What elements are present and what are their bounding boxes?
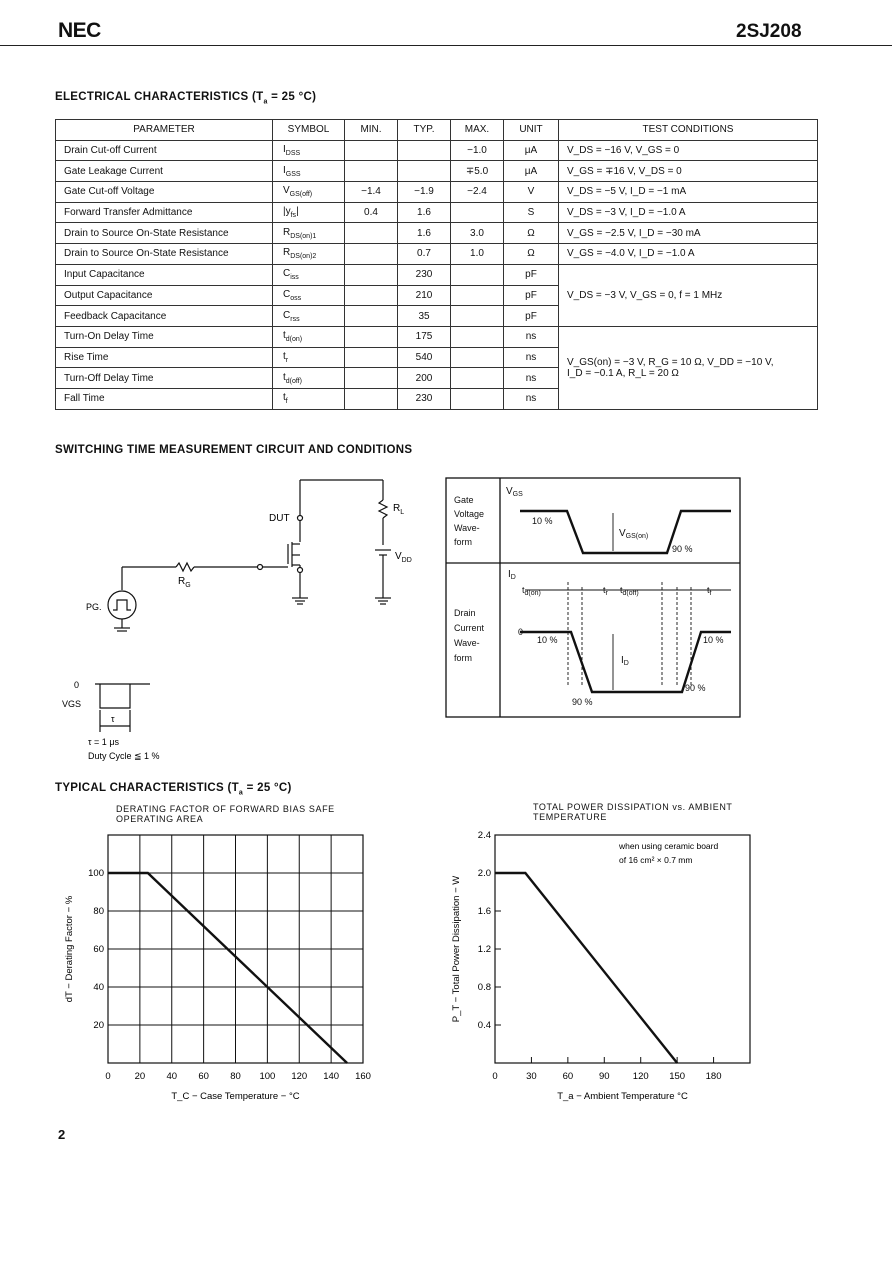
symbol-cell: $|y_{fs}|$	[273, 202, 345, 223]
conditions-line: I_D = −0.1 A, R_L = 20 Ω	[567, 367, 679, 379]
max-cell	[451, 306, 504, 327]
tau-label: τ	[111, 714, 115, 724]
typ-cell: 210	[398, 285, 451, 306]
drain-10pct-right: 10 %	[703, 635, 724, 645]
drain-90pct-right: 90 %	[685, 683, 706, 693]
derating-factor-chart	[55, 826, 385, 1111]
max-cell: −1.0	[451, 140, 504, 161]
nec-logo: NEC	[58, 19, 101, 42]
min-cell	[345, 140, 398, 161]
gate-label-line: form	[454, 537, 472, 547]
drain-zero-label: 0	[518, 627, 524, 637]
unit-cell: μA	[504, 140, 559, 161]
y-tick-label: 80	[93, 906, 104, 917]
typ-cell: 1.6	[398, 202, 451, 223]
symbol-cell: $I_{DSS}$	[273, 140, 345, 161]
typ-cell	[398, 140, 451, 161]
y-tick-label: 2.0	[477, 868, 491, 879]
param-cell: Turn-Off Delay Time	[56, 368, 273, 389]
id-wave-label: $I_D$	[508, 569, 516, 581]
x-axis-label: T_a − Ambient Temperature °C	[557, 1091, 688, 1102]
drain-label-line: form	[454, 653, 472, 663]
unit-cell: S	[504, 202, 559, 223]
typ-cell: 540	[398, 347, 451, 368]
duty-cycle-note: Duty Cycle ≦ 1 %	[88, 751, 160, 761]
symbol-cell: $C_{rss}$	[273, 306, 345, 327]
tr-label: $t_r$	[603, 585, 608, 597]
min-cell: −1.4	[345, 182, 398, 203]
conditions-cell: V_GS = −2.5 V, I_D = −30 mA	[559, 223, 818, 244]
typ-cell: 175	[398, 326, 451, 347]
max-cell	[451, 264, 504, 285]
tf-label: $t_f$	[707, 585, 712, 597]
typ-cell: −1.9	[398, 182, 451, 203]
conditions-cell: V_GS = −4.0 V, I_D = −1.0 A	[559, 244, 818, 265]
param-cell: Output Capacitance	[56, 285, 273, 306]
id-amplitude-label: $I_D$	[621, 655, 629, 667]
td-on-label: $t_{d(on)}$	[522, 585, 541, 597]
col-header: PARAMETER	[56, 120, 273, 141]
symbol-cell: $R_{DS(on)2}$	[273, 244, 345, 265]
conditions-cell: V_GS = ∓16 V, V_DS = 0	[559, 161, 818, 182]
table-row	[56, 223, 818, 244]
vgs-wave-label: $V_{GS}$	[506, 486, 523, 498]
x-tick-label: 60	[562, 1071, 574, 1082]
switching-title: SWITCHING TIME MEASUREMENT CIRCUIT AND CONDITIONS	[55, 444, 413, 456]
min-cell	[345, 388, 398, 409]
table-row	[56, 140, 818, 161]
table-row	[56, 244, 818, 265]
electrical-title: ELECTRICAL CHARACTERISTICS ($T_a = 25$ °C)	[55, 91, 317, 106]
typ-cell: 200	[398, 368, 451, 389]
typ-cell: 35	[398, 306, 451, 327]
unit-cell: V	[504, 182, 559, 203]
max-cell: ∓5.0	[451, 161, 504, 182]
power-dissipation-chart	[440, 826, 760, 1111]
x-tick-label: 80	[230, 1071, 241, 1082]
y-tick-label: 100	[88, 868, 104, 879]
page-number: 2	[58, 1127, 66, 1142]
plot-frame	[495, 835, 750, 1063]
pg-label: PG.	[86, 602, 102, 612]
typical-title: TYPICAL CHARACTERISTICS ($T_a = 25$ °C)	[55, 782, 292, 797]
switching-circuit-diagram	[62, 470, 420, 770]
y-tick-label: 2.4	[477, 830, 491, 841]
x-tick-label: 160	[355, 1071, 371, 1082]
min-cell	[345, 161, 398, 182]
min-cell	[345, 306, 398, 327]
unit-cell: pF	[504, 306, 559, 327]
col-header: TYP.	[398, 120, 451, 141]
y-tick-label: 1.6	[477, 906, 491, 917]
param-cell: Turn-On Delay Time	[56, 326, 273, 347]
series-line	[495, 873, 677, 1063]
electrical-characteristics-table	[55, 119, 818, 410]
param-cell: Drain Cut-off Current	[56, 140, 273, 161]
conditions-cell	[559, 264, 818, 326]
y-tick-label: 0.4	[477, 1020, 491, 1031]
gate-90pct-label: 90 %	[672, 544, 693, 554]
drain-label-line: Wave-	[454, 638, 480, 648]
max-cell	[451, 368, 504, 389]
x-tick-label: 20	[134, 1071, 146, 1082]
conditions-cell: V_DS = −3 V, I_D = −1.0 A	[559, 202, 818, 223]
table-header-row	[56, 120, 818, 141]
x-tick-label: 0	[492, 1071, 498, 1082]
unit-cell: μA	[504, 161, 559, 182]
col-header: MIN.	[345, 120, 398, 141]
param-cell: Fall Time	[56, 388, 273, 409]
y-tick-label: 60	[93, 944, 104, 955]
unit-cell: pF	[504, 264, 559, 285]
y-tick-label: 40	[93, 982, 104, 993]
min-cell: 0.4	[345, 202, 398, 223]
gate-label-line: Voltage	[454, 509, 485, 519]
vgs-zero-label: 0	[74, 680, 80, 690]
typ-cell: 1.6	[398, 223, 451, 244]
waveform-diagram	[445, 477, 741, 719]
chart2-title: TOTAL POWER DISSIPATION vs. AMBIENT TEMPERATURE	[533, 802, 733, 822]
symbol-cell: $t_{d(off)}$	[273, 368, 345, 389]
typ-cell: 230	[398, 388, 451, 409]
param-cell: Drain to Source On-State Resistance	[56, 244, 273, 265]
x-tick-label: 90	[598, 1071, 610, 1082]
symbol-cell: $C_{iss}$	[273, 264, 345, 285]
param-cell: Drain to Source On-State Resistance	[56, 223, 273, 244]
x-tick-label: 60	[198, 1071, 209, 1082]
max-cell	[451, 388, 504, 409]
max-cell	[451, 347, 504, 368]
td-off-label: $t_{d(off)}$	[620, 585, 639, 597]
param-cell: Gate Leakage Current	[56, 161, 273, 182]
max-cell	[451, 326, 504, 347]
drain-label-line: Current	[454, 623, 485, 633]
symbol-cell: $R_{DS(on)1}$	[273, 223, 345, 244]
conditions-line: V_GS(on) = −3 V, R_G = 10 Ω, V_DD = −10 V,	[567, 356, 774, 368]
unit-cell: ns	[504, 368, 559, 389]
param-cell: Forward Transfer Admittance	[56, 202, 273, 223]
min-cell	[345, 285, 398, 306]
x-tick-label: 140	[323, 1071, 340, 1082]
symbol-cell: $I_{GSS}$	[273, 161, 345, 182]
max-cell: 3.0	[451, 223, 504, 244]
conditions-cell: V_DS = −16 V, V_GS = 0	[559, 140, 818, 161]
gate-10pct-label: 10 %	[532, 516, 553, 526]
y-tick-label: 0.8	[477, 982, 491, 993]
col-header: MAX.	[451, 120, 504, 141]
min-cell	[345, 244, 398, 265]
x-axis-label: T_C − Case Temperature − °C	[171, 1091, 300, 1102]
col-header: UNIT	[504, 120, 559, 141]
param-cell: Feedback Capacitance	[56, 306, 273, 327]
unit-cell: ns	[504, 326, 559, 347]
rl-label: $R_L$	[393, 503, 405, 516]
symbol-cell: $C_{oss}$	[273, 285, 345, 306]
x-tick-label: 40	[166, 1071, 178, 1082]
unit-cell: Ω	[504, 223, 559, 244]
symbol-cell: $t_{d(on)}$	[273, 326, 345, 347]
x-tick-label: 100	[259, 1071, 276, 1082]
param-cell: Rise Time	[56, 347, 273, 368]
table-row	[56, 202, 818, 223]
symbol-cell: $t_r$	[273, 347, 345, 368]
rg-label: $R_G$	[178, 576, 191, 589]
vgs-inset-label: VGS	[62, 699, 82, 709]
series-line	[108, 873, 347, 1063]
table-row	[56, 326, 818, 347]
min-cell	[345, 326, 398, 347]
symbol-cell: $t_f$	[273, 388, 345, 409]
col-header: SYMBOL	[273, 120, 345, 141]
typ-cell: 230	[398, 264, 451, 285]
drain-90pct-left: 90 %	[572, 697, 593, 707]
vgs-on-label: $V_{GS(on)}$	[619, 528, 649, 540]
chart1-title: DERATING FACTOR OF FORWARD BIAS SAFE OPERATING AREA	[116, 804, 335, 824]
max-cell: 1.0	[451, 244, 504, 265]
x-tick-label: 180	[705, 1071, 722, 1082]
unit-cell: ns	[504, 347, 559, 368]
unit-cell: pF	[504, 285, 559, 306]
param-cell: Gate Cut-off Voltage	[56, 182, 273, 203]
vdd-label: $V_{DD}$	[395, 551, 412, 564]
chart-annotation: of 16 cm² × 0.7 mm	[619, 855, 693, 865]
header-rule	[0, 45, 892, 46]
conditions-line: V_DS = −3 V, V_GS = 0, f = 1 MHz	[567, 289, 723, 301]
x-tick-label: 150	[669, 1071, 686, 1082]
dut-label: DUT	[269, 513, 290, 524]
chart-annotation: when using ceramic board	[619, 841, 719, 851]
max-cell	[451, 285, 504, 306]
drain-10pct-left: 10 %	[537, 635, 558, 645]
conditions-cell	[559, 326, 818, 409]
table-row	[56, 161, 818, 182]
x-tick-label: 120	[291, 1071, 308, 1082]
min-cell	[345, 223, 398, 244]
conditions-cell: V_DS = −5 V, I_D = −1 mA	[559, 182, 818, 203]
x-tick-label: 120	[632, 1071, 649, 1082]
typ-cell	[398, 161, 451, 182]
table-row	[56, 182, 818, 203]
typ-cell: 0.7	[398, 244, 451, 265]
symbol-cell: $V_{GS(off)}$	[273, 182, 345, 203]
y-axis-label: dT − Derating Factor − %	[64, 895, 75, 1003]
max-cell	[451, 202, 504, 223]
gate-label-line: Gate	[454, 495, 474, 505]
y-axis-label: P_T − Total Power Dissipation − W	[451, 875, 462, 1023]
gate-label-line: Wave-	[454, 523, 480, 533]
table-row	[56, 264, 818, 285]
param-cell: Input Capacitance	[56, 264, 273, 285]
col-header: TEST CONDITIONS	[559, 120, 818, 141]
min-cell	[345, 368, 398, 389]
unit-cell: ns	[504, 388, 559, 409]
tau-note: τ = 1 μs	[88, 737, 120, 747]
x-tick-label: 30	[526, 1071, 537, 1082]
drain-label-line: Drain	[454, 608, 476, 618]
part-number: 2SJ208	[736, 21, 802, 42]
unit-cell: Ω	[504, 244, 559, 265]
x-tick-label: 0	[105, 1071, 111, 1082]
y-tick-label: 20	[93, 1020, 104, 1031]
min-cell	[345, 347, 398, 368]
max-cell: −2.4	[451, 182, 504, 203]
min-cell	[345, 264, 398, 285]
y-tick-label: 1.2	[477, 944, 491, 955]
